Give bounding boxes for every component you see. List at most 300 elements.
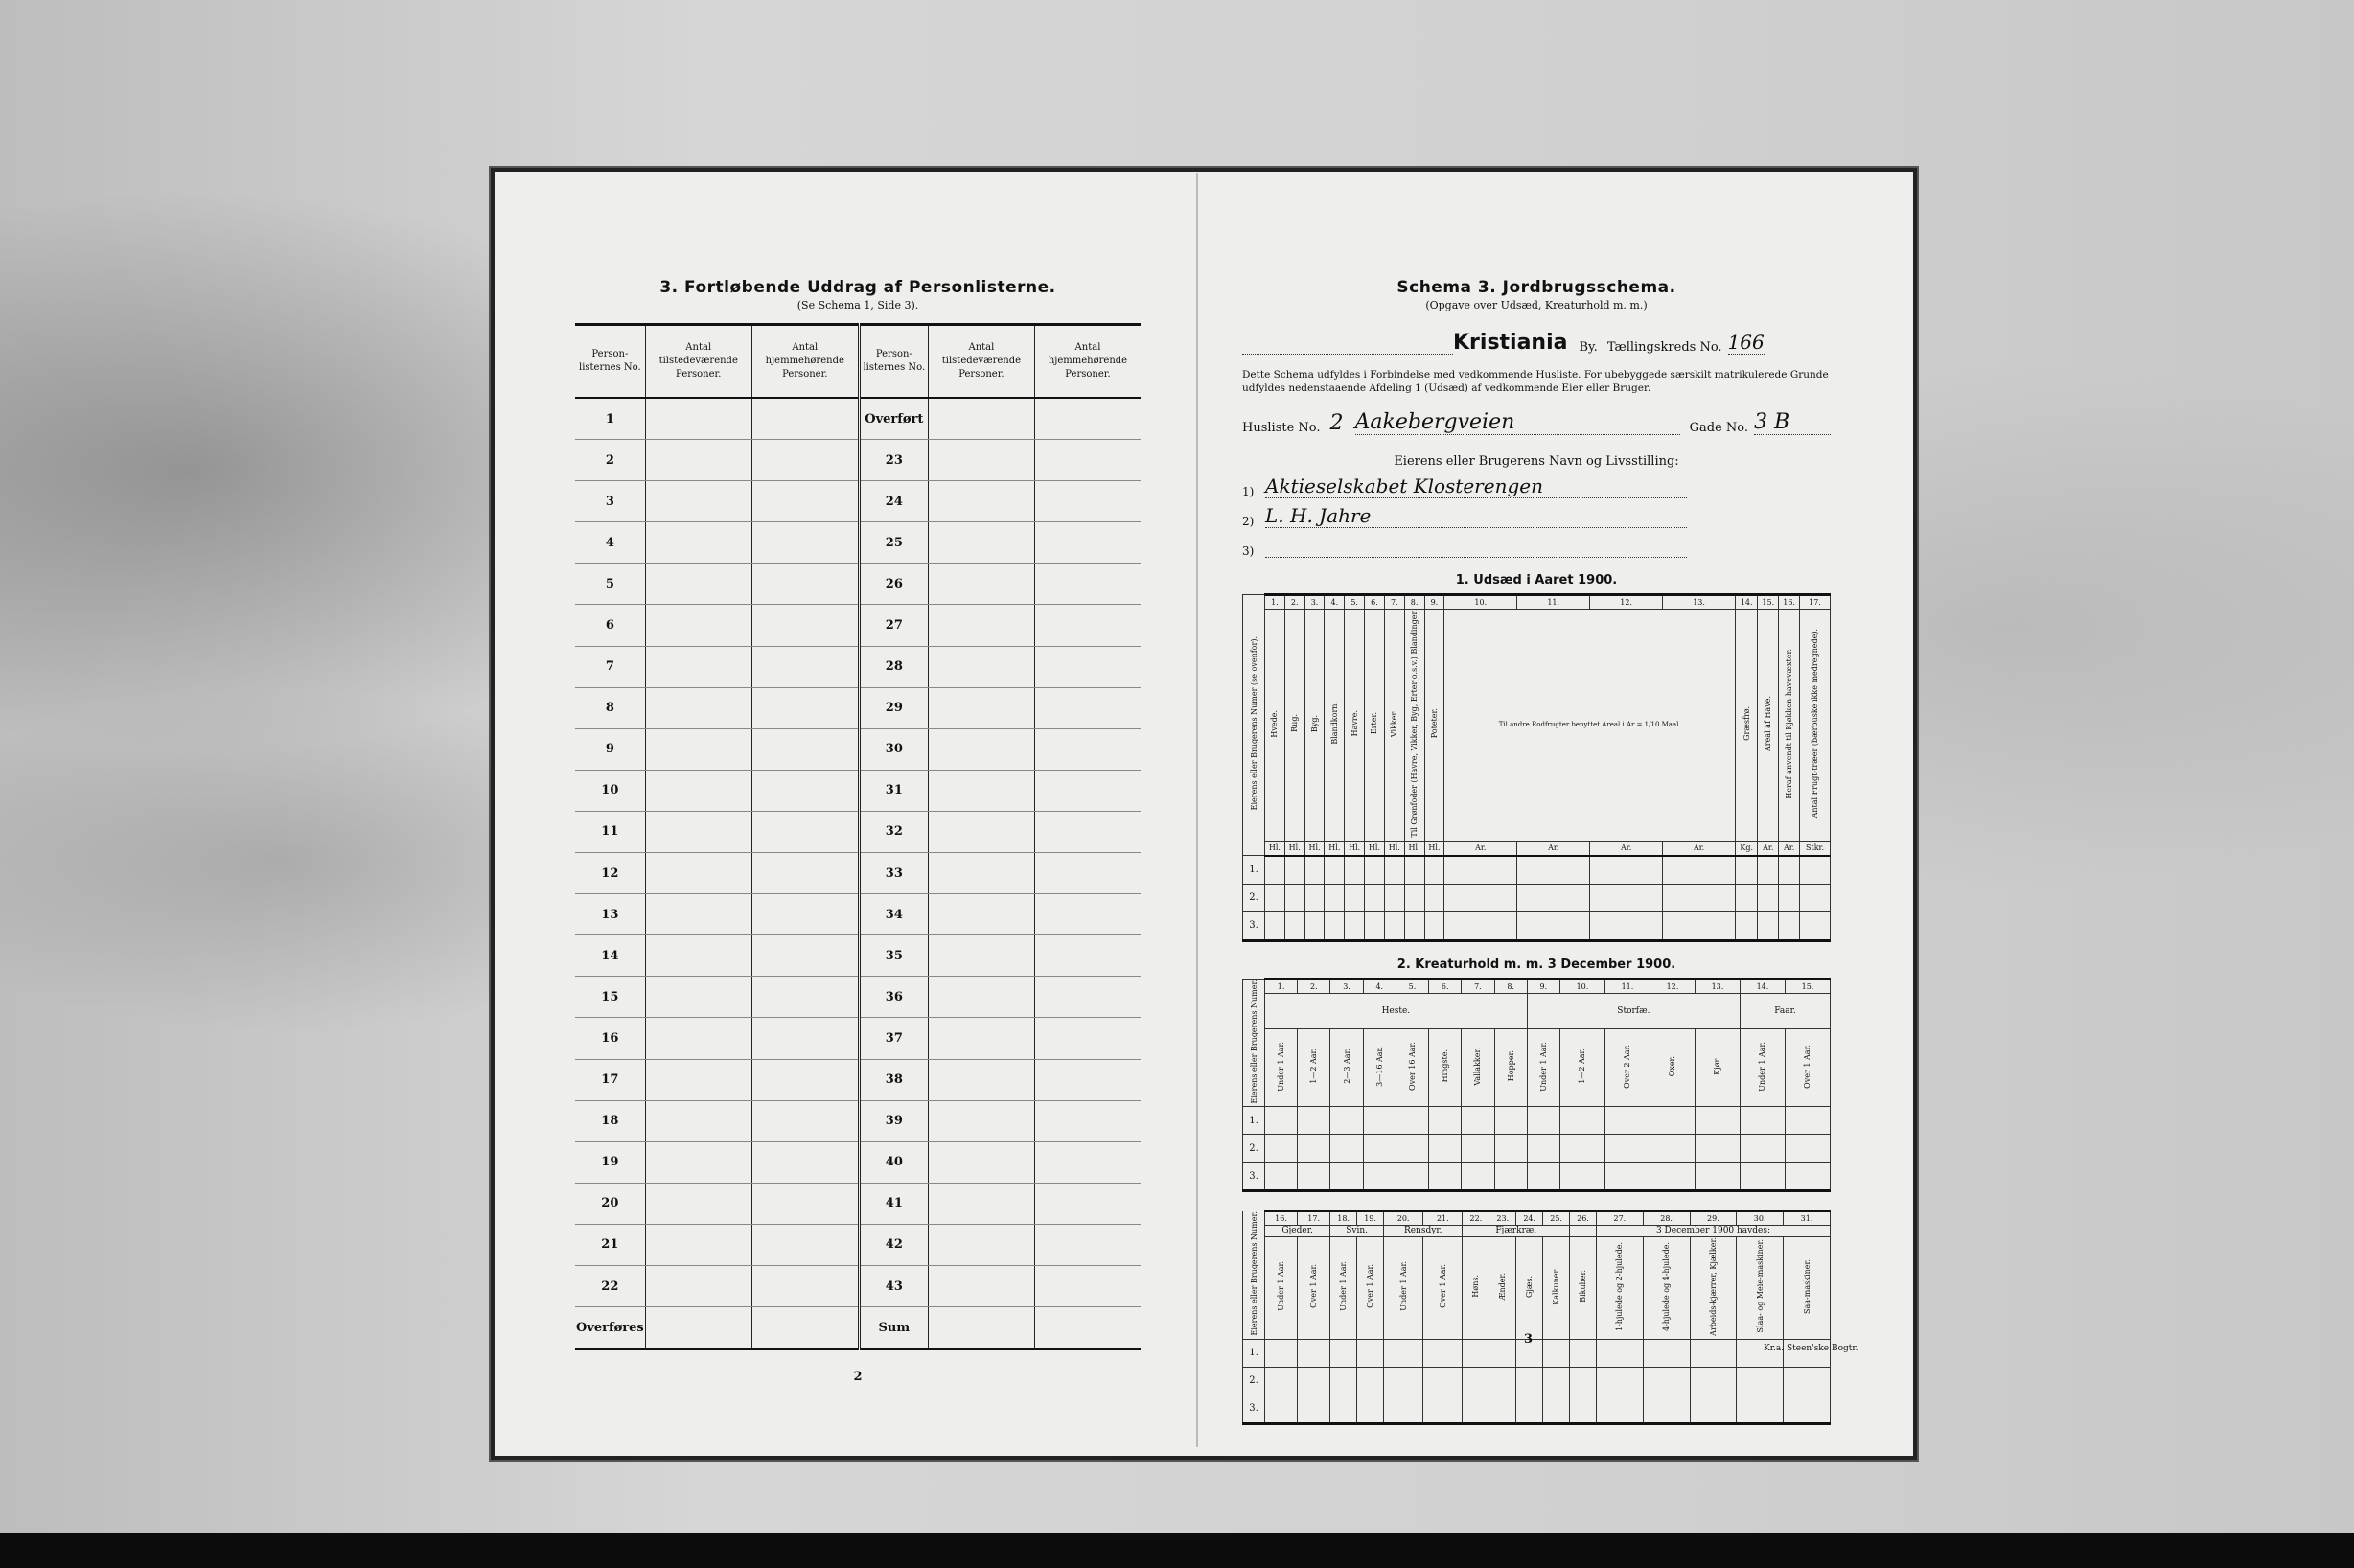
- tilstedevaerende-cell-2[interactable]: [928, 1059, 1034, 1100]
- entry-cell[interactable]: [1690, 1367, 1737, 1395]
- entry-cell[interactable]: [1404, 911, 1424, 940]
- entry-cell[interactable]: [1363, 1135, 1396, 1163]
- entry-cell[interactable]: [1463, 1367, 1489, 1395]
- personliste-number-2: 41: [859, 1183, 928, 1224]
- rowhead-cell-text: Eierens eller Brugerens Numer.: [1249, 1211, 1258, 1336]
- entry-cell[interactable]: [1357, 1367, 1384, 1395]
- entry-cell[interactable]: [1462, 1135, 1494, 1163]
- entry-cell[interactable]: [1429, 1107, 1462, 1135]
- column-number: 9.: [1424, 595, 1444, 610]
- entry-cell[interactable]: [1384, 1395, 1423, 1423]
- entry-cell[interactable]: [1494, 1135, 1527, 1163]
- entry-cell[interactable]: [1800, 884, 1831, 911]
- entry-cell[interactable]: [1690, 1339, 1737, 1367]
- entry-cell[interactable]: [1643, 1367, 1690, 1395]
- entry-cell[interactable]: [1517, 884, 1590, 911]
- tilstedevaerende-cell-2[interactable]: [928, 853, 1034, 894]
- entry-cell[interactable]: [1758, 911, 1779, 940]
- tilstedevaerende-cell[interactable]: [645, 1224, 751, 1265]
- hjemmehorende-cell-2[interactable]: [1034, 522, 1141, 564]
- entry-cell[interactable]: [1325, 911, 1345, 940]
- entry-cell[interactable]: [1265, 1135, 1298, 1163]
- tilstedevaerende-cell-2[interactable]: [928, 728, 1034, 770]
- entry-cell[interactable]: [1444, 856, 1517, 885]
- entry-cell[interactable]: [1494, 1163, 1527, 1191]
- tilstedevaerende-cell-2[interactable]: [928, 770, 1034, 811]
- entry-cell[interactable]: [1429, 1163, 1462, 1191]
- entry-cell[interactable]: [1424, 911, 1444, 940]
- svin-group: Svin.: [1330, 1226, 1384, 1237]
- entry-cell[interactable]: [1779, 884, 1800, 911]
- entry-cell[interactable]: [1740, 1163, 1785, 1191]
- entry-cell[interactable]: [1785, 1107, 1830, 1135]
- hjemmehorende-cell[interactable]: [751, 728, 859, 770]
- gade-label: Gade No.: [1689, 421, 1748, 435]
- column-label: [1423, 1236, 1463, 1339]
- column-label-text: Hingste.: [1441, 1049, 1450, 1083]
- hjemmehorende-cell-2[interactable]: [1034, 894, 1141, 935]
- owner-list: [1242, 474, 1831, 558]
- entry-cell[interactable]: [1784, 1367, 1831, 1395]
- tilstedevaerende-cell-2[interactable]: [928, 1100, 1034, 1141]
- entry-cell[interactable]: [1396, 1163, 1428, 1191]
- hjemmehorende-cell-2[interactable]: [1034, 728, 1141, 770]
- entry-cell[interactable]: [1345, 884, 1365, 911]
- entry-cell[interactable]: [1663, 884, 1736, 911]
- entry-cell[interactable]: [1570, 1395, 1597, 1423]
- entry-cell[interactable]: [1596, 1395, 1643, 1423]
- entry-cell[interactable]: [1517, 856, 1590, 885]
- hjemmehorende-cell-2[interactable]: [1034, 1307, 1141, 1349]
- entry-cell[interactable]: [1516, 1367, 1543, 1395]
- table-row: [575, 522, 1141, 564]
- column-label-text: Gjæs.: [1525, 1275, 1535, 1298]
- tilstedevaerende-cell-2[interactable]: [928, 564, 1034, 605]
- hjemmehorende-cell[interactable]: [751, 1224, 859, 1265]
- entry-cell[interactable]: [1396, 1135, 1428, 1163]
- entry-cell[interactable]: [1330, 1367, 1357, 1395]
- entry-cell[interactable]: [1265, 1163, 1298, 1191]
- entry-cell[interactable]: [1330, 1395, 1357, 1423]
- left-page-number: 2: [853, 1370, 863, 1385]
- column-label-text: Erter.: [1370, 712, 1379, 735]
- entry-cell[interactable]: [1737, 1367, 1784, 1395]
- entry-cell[interactable]: [1284, 911, 1304, 940]
- hjemmehorende-cell-2[interactable]: [1034, 1141, 1141, 1183]
- entry-cell[interactable]: [1690, 1395, 1737, 1423]
- tilstedevaerende-cell[interactable]: [645, 894, 751, 935]
- hjemmehorende-cell-2[interactable]: [1034, 1018, 1141, 1059]
- entry-cell[interactable]: [1396, 1107, 1428, 1135]
- entry-cell[interactable]: [1779, 911, 1800, 940]
- entry-cell[interactable]: [1650, 1107, 1695, 1135]
- column-label: [1604, 1029, 1650, 1107]
- hjemmehorende-cell[interactable]: [751, 935, 859, 977]
- tilstedevaerende-cell[interactable]: [645, 1307, 751, 1349]
- entry-cell[interactable]: [1604, 1135, 1650, 1163]
- person-list-table: [575, 323, 1141, 1350]
- hjemmehorende-cell[interactable]: [751, 1100, 859, 1141]
- entry-cell[interactable]: [1423, 1339, 1463, 1367]
- hjemmehorende-cell-2[interactable]: [1034, 1059, 1141, 1100]
- entry-cell[interactable]: [1363, 1107, 1396, 1135]
- rowhead-cell: [1243, 979, 1265, 1106]
- entry-cell[interactable]: [1489, 1367, 1516, 1395]
- hjemmehorende-cell-2[interactable]: [1034, 605, 1141, 646]
- entry-cell[interactable]: [1543, 1339, 1570, 1367]
- tilstedevaerende-cell-2[interactable]: [928, 1224, 1034, 1265]
- entry-cell[interactable]: [1570, 1367, 1597, 1395]
- entry-cell[interactable]: [1737, 1395, 1784, 1423]
- kreaturhold-table: [1242, 978, 1831, 1192]
- entry-cell[interactable]: [1590, 884, 1663, 911]
- entry-cell[interactable]: [1604, 1163, 1650, 1191]
- hjemmehorende-cell[interactable]: [751, 398, 859, 440]
- tilstedevaerende-cell[interactable]: [645, 977, 751, 1018]
- entry-cell[interactable]: [1740, 1107, 1785, 1135]
- tilstedevaerende-cell-2[interactable]: [928, 894, 1034, 935]
- entry-cell[interactable]: [1663, 911, 1736, 940]
- entry-cell[interactable]: [1423, 1395, 1463, 1423]
- entry-cell[interactable]: [1298, 1163, 1330, 1191]
- right-page-number: 3: [1524, 1332, 1534, 1347]
- entry-cell[interactable]: [1559, 1135, 1604, 1163]
- rowhead-cell-text: Eierens eller Brugerens Numer.: [1249, 979, 1258, 1104]
- personliste-number-2: 37: [859, 1018, 928, 1059]
- table-row: [575, 935, 1141, 977]
- entry-cell[interactable]: [1424, 856, 1444, 885]
- tilstedevaerende-cell-2[interactable]: [928, 687, 1034, 728]
- entry-cell[interactable]: [1527, 1163, 1559, 1191]
- column-number: 5.: [1396, 979, 1428, 993]
- owner-name[interactable]: Aktieselskabet Klosterengen: [1265, 474, 1687, 498]
- hjemmehorende-cell-2[interactable]: [1034, 935, 1141, 977]
- hjemmehorende-cell[interactable]: [751, 1059, 859, 1100]
- entry-cell[interactable]: [1517, 911, 1590, 940]
- column-label: [1516, 1236, 1543, 1339]
- entry-cell[interactable]: [1304, 884, 1325, 911]
- tilstedevaerende-cell-2[interactable]: [928, 605, 1034, 646]
- tilstedevaerende-cell[interactable]: [645, 646, 751, 687]
- entry-cell[interactable]: [1559, 1163, 1604, 1191]
- column-label: [1265, 610, 1285, 842]
- owner-heading: Eierens eller Brugerens Navn og Livsstilling:: [1394, 454, 1679, 469]
- entry-cell[interactable]: [1779, 856, 1800, 885]
- column-label-text: 2—3 Aar.: [1342, 1049, 1351, 1084]
- entry-cell[interactable]: [1758, 884, 1779, 911]
- entry-cell[interactable]: [1489, 1395, 1516, 1423]
- entry-cell[interactable]: [1596, 1339, 1643, 1367]
- column-label: [1785, 1029, 1830, 1107]
- hjemmehorende-cell[interactable]: [751, 977, 859, 1018]
- entry-cell[interactable]: [1785, 1163, 1830, 1191]
- entry-cell[interactable]: [1489, 1339, 1516, 1367]
- tilstedevaerende-cell[interactable]: [645, 1141, 751, 1183]
- unit-cell: Ar.: [1590, 841, 1663, 856]
- entry-cell[interactable]: [1604, 1107, 1650, 1135]
- entry-cell[interactable]: [1265, 911, 1285, 940]
- entry-cell[interactable]: [1429, 1135, 1462, 1163]
- entry-cell[interactable]: [1304, 911, 1325, 940]
- hjemmehorende-cell-2[interactable]: [1034, 1183, 1141, 1224]
- unit-cell: Hl.: [1365, 841, 1385, 856]
- entry-cell[interactable]: [1590, 911, 1663, 940]
- entry-cell[interactable]: [1404, 884, 1424, 911]
- tilstedevaerende-cell-2[interactable]: [928, 1018, 1034, 1059]
- grid-row: [1243, 1339, 1831, 1367]
- entry-cell[interactable]: [1265, 1395, 1298, 1423]
- entry-cell[interactable]: [1384, 856, 1404, 885]
- entry-cell[interactable]: [1384, 1339, 1423, 1367]
- entry-cell[interactable]: [1325, 884, 1345, 911]
- entry-cell[interactable]: [1345, 856, 1365, 885]
- entry-cell[interactable]: [1384, 884, 1404, 911]
- tilstedevaerende-cell[interactable]: [645, 687, 751, 728]
- hjemmehorende-cell[interactable]: [751, 440, 859, 481]
- tilstedevaerende-cell-2[interactable]: [928, 1265, 1034, 1306]
- entry-cell[interactable]: [1298, 1395, 1330, 1423]
- entry-cell[interactable]: [1596, 1367, 1643, 1395]
- entry-cell[interactable]: [1736, 856, 1758, 885]
- entry-cell[interactable]: [1384, 1367, 1423, 1395]
- column-label: [1463, 1236, 1489, 1339]
- hjemmehorende-cell[interactable]: [751, 687, 859, 728]
- entry-cell[interactable]: [1365, 884, 1385, 911]
- tilstedevaerende-cell-2[interactable]: [928, 522, 1034, 564]
- entry-cell[interactable]: [1463, 1339, 1489, 1367]
- column-number: 12.: [1650, 979, 1695, 993]
- tilstedevaerende-cell-2[interactable]: [928, 1141, 1034, 1183]
- entry-cell[interactable]: [1494, 1107, 1527, 1135]
- tilstedevaerende-cell[interactable]: [645, 1018, 751, 1059]
- entry-cell[interactable]: [1527, 1107, 1559, 1135]
- entry-cell[interactable]: [1365, 856, 1385, 885]
- grid-row: [1243, 911, 1831, 940]
- entry-cell[interactable]: [1365, 911, 1385, 940]
- column-label: [1570, 1236, 1597, 1339]
- entry-cell[interactable]: [1758, 856, 1779, 885]
- tilstedevaerende-cell-2[interactable]: [928, 935, 1034, 977]
- table-row: [575, 605, 1141, 646]
- hjemmehorende-cell-2[interactable]: [1034, 564, 1141, 605]
- entry-cell[interactable]: [1325, 856, 1345, 885]
- column-label: [1737, 1236, 1784, 1339]
- column-number: 15.: [1758, 595, 1779, 610]
- hjemmehorende-cell-2[interactable]: [1034, 977, 1141, 1018]
- tilstedevaerende-cell[interactable]: [645, 1265, 751, 1306]
- column-number: 4.: [1363, 979, 1396, 993]
- entry-cell[interactable]: [1330, 1107, 1363, 1135]
- entry-cell[interactable]: [1265, 1339, 1298, 1367]
- entry-cell[interactable]: [1695, 1107, 1740, 1135]
- entry-cell[interactable]: [1462, 1163, 1494, 1191]
- hjemmehorende-cell-2[interactable]: [1034, 481, 1141, 522]
- entry-cell[interactable]: [1736, 911, 1758, 940]
- owner-name[interactable]: L. H. Jahre: [1265, 504, 1687, 528]
- entry-cell[interactable]: [1330, 1163, 1363, 1191]
- entry-cell[interactable]: [1424, 884, 1444, 911]
- entry-cell[interactable]: [1527, 1135, 1559, 1163]
- entry-cell[interactable]: [1284, 884, 1304, 911]
- tilstedevaerende-cell[interactable]: [645, 440, 751, 481]
- entry-cell[interactable]: [1265, 884, 1285, 911]
- entry-cell[interactable]: [1363, 1163, 1396, 1191]
- entry-cell[interactable]: [1330, 1135, 1363, 1163]
- entry-cell[interactable]: [1590, 856, 1663, 885]
- entry-cell[interactable]: [1570, 1339, 1597, 1367]
- hjemmehorende-cell-2[interactable]: [1034, 1100, 1141, 1141]
- tilstedevaerende-cell-2[interactable]: [928, 398, 1034, 440]
- entry-cell[interactable]: [1643, 1395, 1690, 1423]
- storfae-group: Storfæ.: [1527, 993, 1740, 1028]
- entry-cell[interactable]: [1800, 856, 1831, 885]
- tilstedevaerende-cell-2[interactable]: [928, 977, 1034, 1018]
- hjemmehorende-cell-2[interactable]: [1034, 1224, 1141, 1265]
- entry-cell[interactable]: [1740, 1135, 1785, 1163]
- tilstedevaerende-cell-2[interactable]: [928, 646, 1034, 687]
- hjemmehorende-cell[interactable]: [751, 1265, 859, 1306]
- tilstedevaerende-cell[interactable]: [645, 564, 751, 605]
- hjemmehorende-cell[interactable]: [751, 770, 859, 811]
- entry-cell[interactable]: [1357, 1395, 1384, 1423]
- column-label: [1325, 610, 1345, 842]
- entry-cell[interactable]: [1650, 1135, 1695, 1163]
- entry-cell[interactable]: [1384, 911, 1404, 940]
- column-number: 31.: [1784, 1211, 1831, 1226]
- entry-cell[interactable]: [1298, 1107, 1330, 1135]
- entry-cell[interactable]: [1650, 1163, 1695, 1191]
- rensdyr-group: Rensdyr.: [1384, 1226, 1463, 1237]
- entry-cell[interactable]: [1265, 856, 1285, 885]
- column-number: 3.: [1304, 595, 1325, 610]
- hjemmehorende-cell-2[interactable]: [1034, 646, 1141, 687]
- tilstedevaerende-cell[interactable]: [645, 481, 751, 522]
- entry-cell[interactable]: [1695, 1135, 1740, 1163]
- entry-cell[interactable]: [1265, 1367, 1298, 1395]
- entry-cell[interactable]: [1463, 1395, 1489, 1423]
- entry-cell[interactable]: [1330, 1339, 1357, 1367]
- hjemmehorende-cell[interactable]: [751, 605, 859, 646]
- entry-cell[interactable]: [1304, 856, 1325, 885]
- entry-cell[interactable]: [1462, 1107, 1494, 1135]
- entry-cell[interactable]: [1643, 1339, 1690, 1367]
- column-number: 16.: [1779, 595, 1800, 610]
- rodfrugter-group: Til andre Rodfrugter benyttet Areal i Ar = 1/10 Maal.: [1444, 610, 1736, 842]
- tilstedevaerende-cell[interactable]: [645, 1183, 751, 1224]
- hjemmehorende-cell[interactable]: [751, 853, 859, 894]
- tilstedevaerende-cell[interactable]: [645, 770, 751, 811]
- table-row: [575, 811, 1141, 852]
- entry-cell[interactable]: [1516, 1395, 1543, 1423]
- column-number: 17.: [1298, 1211, 1330, 1226]
- column-number: 21.: [1423, 1211, 1463, 1226]
- entry-cell[interactable]: [1357, 1339, 1384, 1367]
- hjemmehorende-cell[interactable]: [751, 481, 859, 522]
- hjemmehorende-cell[interactable]: [751, 894, 859, 935]
- hjemmehorende-cell-2[interactable]: [1034, 811, 1141, 852]
- hjemmehorende-cell[interactable]: [751, 811, 859, 852]
- entry-cell[interactable]: [1785, 1135, 1830, 1163]
- row-label: 2.: [1243, 884, 1265, 911]
- entry-cell[interactable]: [1543, 1395, 1570, 1423]
- tilstedevaerende-cell-2[interactable]: [928, 1183, 1034, 1224]
- personliste-number: 19: [575, 1141, 645, 1183]
- entry-cell[interactable]: [1444, 884, 1517, 911]
- entry-cell[interactable]: [1265, 1107, 1298, 1135]
- owner-name[interactable]: [1265, 534, 1687, 558]
- entry-cell[interactable]: [1543, 1367, 1570, 1395]
- grid-row: [1243, 1107, 1831, 1135]
- column-label-text: 1—2 Aar.: [1309, 1049, 1319, 1084]
- section2-title: 2. Kreaturhold m. m. 3 December 1900.: [1396, 957, 1676, 972]
- entry-cell[interactable]: [1284, 856, 1304, 885]
- tilstedevaerende-cell[interactable]: [645, 1059, 751, 1100]
- tilstedevaerende-cell-2[interactable]: [928, 481, 1034, 522]
- hjemmehorende-cell[interactable]: [751, 1307, 859, 1349]
- entry-cell[interactable]: [1800, 911, 1831, 940]
- tilstedevaerende-cell[interactable]: [645, 522, 751, 564]
- entry-cell[interactable]: [1784, 1395, 1831, 1423]
- entry-cell[interactable]: [1663, 856, 1736, 885]
- entry-cell[interactable]: [1404, 856, 1424, 885]
- hjemmehorende-cell-2[interactable]: [1034, 398, 1141, 440]
- tilstedevaerende-cell[interactable]: [645, 605, 751, 646]
- entry-cell[interactable]: [1423, 1367, 1463, 1395]
- tilstedevaerende-cell[interactable]: [645, 398, 751, 440]
- tilstedevaerende-cell-2[interactable]: [928, 811, 1034, 852]
- column-number: 6.: [1365, 595, 1385, 610]
- entry-cell[interactable]: [1559, 1107, 1604, 1135]
- column-label: [1690, 1236, 1737, 1339]
- hjemmehorende-cell-2[interactable]: [1034, 1265, 1141, 1306]
- tilstedevaerende-cell-2[interactable]: [928, 440, 1034, 481]
- entry-cell[interactable]: [1695, 1163, 1740, 1191]
- entry-cell[interactable]: [1298, 1367, 1330, 1395]
- column-label-text: Over 1 Aar.: [1366, 1264, 1375, 1309]
- entry-cell[interactable]: [1298, 1135, 1330, 1163]
- entry-cell[interactable]: [1345, 911, 1365, 940]
- personliste-number-2: 34: [859, 894, 928, 935]
- tilstedevaerende-cell[interactable]: [645, 1100, 751, 1141]
- table-row: [575, 728, 1141, 770]
- column-label: [1298, 1029, 1330, 1107]
- hjemmehorende-cell[interactable]: [751, 1183, 859, 1224]
- tilstedevaerende-cell[interactable]: [645, 853, 751, 894]
- hjemmehorende-cell[interactable]: [751, 564, 859, 605]
- tilstedevaerende-cell-2[interactable]: [928, 1307, 1034, 1349]
- hjemmehorende-cell-2[interactable]: [1034, 853, 1141, 894]
- hjemmehorende-cell[interactable]: [751, 646, 859, 687]
- tilstedevaerende-cell[interactable]: [645, 728, 751, 770]
- entry-cell[interactable]: [1444, 911, 1517, 940]
- column-label: [1265, 1236, 1298, 1339]
- address-line: [1242, 410, 1831, 435]
- tilstedevaerende-cell[interactable]: [645, 811, 751, 852]
- hjemmehorende-cell[interactable]: [751, 522, 859, 564]
- column-label-text: 1-hjulede og 2-hjulede.: [1615, 1241, 1625, 1331]
- hjemmehorende-cell[interactable]: [751, 1018, 859, 1059]
- hjemmehorende-cell-2[interactable]: [1034, 770, 1141, 811]
- hjemmehorende-cell[interactable]: [751, 1141, 859, 1183]
- column-number: 3.: [1330, 979, 1363, 993]
- entry-cell[interactable]: [1736, 884, 1758, 911]
- hjemmehorende-cell-2[interactable]: [1034, 440, 1141, 481]
- hjemmehorende-cell-2[interactable]: [1034, 687, 1141, 728]
- grid-row: [1243, 1367, 1831, 1395]
- entry-cell[interactable]: [1298, 1339, 1330, 1367]
- left-page-subtitle: (Se Schema 1, Side 3).: [796, 299, 919, 311]
- tilstedevaerende-cell[interactable]: [645, 935, 751, 977]
